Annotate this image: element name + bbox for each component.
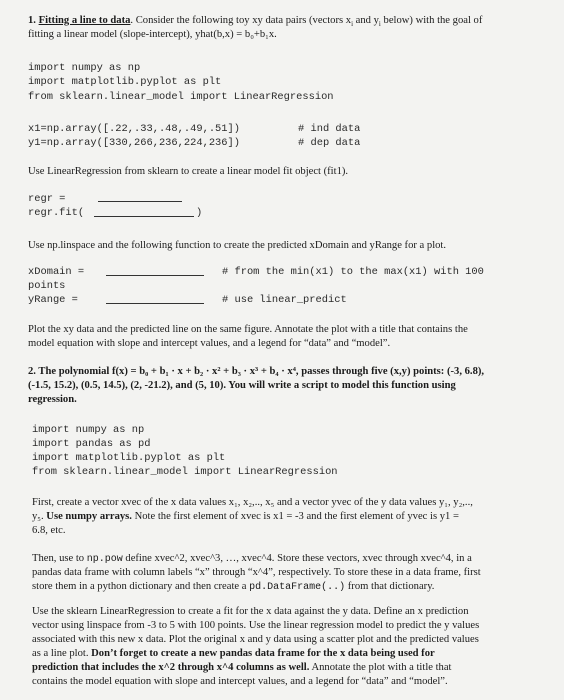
q1-regr-fit-close: ) bbox=[196, 207, 203, 219]
q2-then-line3 bbox=[32, 581, 434, 594]
q1-points-label: points bbox=[28, 280, 66, 292]
q2-line3: regression. bbox=[28, 394, 77, 405]
q2-first-line2-c: Note the first element of xvec is x1 = -3 and the first element of yvec is y1 = bbox=[131, 511, 459, 522]
q1-xdomain-label: xDomain = bbox=[28, 266, 85, 278]
q2-use-numpy-arrays: Use numpy arrays. bbox=[46, 511, 132, 522]
q2-then-line3-a: store them in a python dictionary and then create a bbox=[32, 581, 250, 592]
q2-line2: (-1.5, 15.2), (0.5, 14.5), (2, -21.2), and (5, 10). You will write a script to model this function using bbox=[28, 380, 456, 391]
q1-intro-line2: fitting a linear model (slope-intercept), yhat(b,x) = b₀+b₁x. bbox=[28, 29, 277, 40]
q2-then-line1 bbox=[32, 553, 472, 566]
q1-code-x1-comment: # ind data bbox=[298, 123, 361, 135]
q2-first-line2-a: y₅. bbox=[32, 511, 47, 522]
q2-code-import-matplotlib: import matplotlib.pyplot as plt bbox=[32, 452, 226, 464]
q1-intro-line1: 1. Fitting a line to data. Consider the following toy xy data pairs (vectors $x_i$ and $y_i$ below) with the goal of bbox=[28, 15, 483, 29]
q2-first-line3: 6.8, etc. bbox=[32, 525, 66, 536]
q1-number: 1. bbox=[28, 15, 39, 26]
q1-code-y1: y1=np.array([330,266,236,224,236]) bbox=[28, 137, 241, 149]
q2-np-pow-code: np.pow bbox=[86, 554, 123, 565]
q2-use-line1: Use the sklearn LinearRegression to create a fit for the x data against the y data. Define an x prediction bbox=[32, 606, 469, 617]
regr-answer-blank[interactable] bbox=[98, 201, 182, 202]
q2-first-line1: First, create a vector xvec of the x data values x₁, x₂,.., x₅ and a vector yvec of the y data values y₁, y₂,.., bbox=[32, 497, 473, 508]
q2-use-line4 bbox=[32, 648, 435, 660]
q1-yrange-comment: # use linear_predict bbox=[222, 294, 347, 306]
q2-use-line4-a: as a line plot. bbox=[32, 648, 92, 659]
q2-use-line4-bold: Don’t forget to create a new pandas data frame for the x data being used for bbox=[91, 648, 435, 659]
q1-plot-line2: model equation with slope and intercept values, and a legend for “data” and “model”. bbox=[28, 338, 391, 349]
q2-then-line1-a: Then, use to bbox=[32, 553, 87, 564]
q2-code-import-sklearn: from sklearn.linear_model import LinearRegression bbox=[32, 466, 338, 478]
q2-use-line6: contains the model equation with slope and intercept values, and a legend for “data” and “model”. bbox=[32, 676, 448, 687]
q1-code-import-sklearn: from sklearn.linear_model import LinearRegression bbox=[28, 91, 334, 103]
q1-intro-text-c: below) with the goal of bbox=[380, 15, 483, 26]
q2-use-line5 bbox=[32, 662, 452, 674]
q1-intro-text-b: and y bbox=[353, 15, 379, 26]
q1-code-y1-comment: # dep data bbox=[298, 137, 361, 149]
regr-fit-args-blank[interactable] bbox=[94, 216, 194, 217]
q2-use-line5-b: Annotate the plot with a title that bbox=[309, 662, 452, 673]
q1-code-x1: x1=np.array([.22,.33,.48,.49,.51]) bbox=[28, 123, 241, 135]
q2-code-import-numpy: import numpy as np bbox=[32, 424, 145, 436]
yrange-answer-blank[interactable] bbox=[106, 303, 204, 304]
q2-first-line2 bbox=[32, 511, 459, 523]
q1-plot-line1: Plot the xy data and the predicted line on the same figure. Annotate the plot with a title that contains the bbox=[28, 324, 468, 335]
q2-line1: 2. The polynomial f(x) = b₀ + b₁ · x + b₂ · x² + b₃ · x³ + b₄ · x⁴, passes through five (x,y) points: (-3, 6.8), bbox=[28, 366, 485, 377]
q2-use-line2: vector using linspace from -3 to 5 with 100 points. Use the linear regression model to predict the y values bbox=[32, 620, 480, 631]
q2-dataframe-code: pd.DataFrame(..) bbox=[249, 582, 346, 593]
q2-use-line3: associated with this new x data. Plot the original x and y data using a scatter plot and the predicted values bbox=[32, 634, 479, 645]
q2-use-line5-bold: prediction that includes the x^2 through x^4 columns as well. bbox=[32, 662, 310, 673]
q1-regr-fit-open: regr.fit( bbox=[28, 207, 85, 219]
xdomain-answer-blank[interactable] bbox=[106, 275, 204, 276]
q1-use-linspace: Use np.linspace and the following function to create the predicted xDomain and yRange for a plot. bbox=[28, 240, 447, 251]
q1-title: Fitting a line to data bbox=[38, 15, 131, 26]
q1-intro-text-a: . Consider the following toy xy data pairs (vectors x bbox=[130, 15, 352, 26]
q1-regr-label: regr = bbox=[28, 193, 66, 205]
q2-code-import-pandas: import pandas as pd bbox=[32, 438, 151, 450]
q1-use-linear-regression: Use LinearRegression from sklearn to create a linear model fit object (fit1). bbox=[28, 166, 349, 177]
q1-xdomain-comment: # from the min(x1) to the max(x1) with 100 bbox=[222, 266, 484, 278]
q1-code-import-matplotlib: import matplotlib.pyplot as plt bbox=[28, 76, 222, 88]
q2-then-line2: pandas data frame with column labels “x” through “x^4”, respectively. To store these in a data frame, first bbox=[32, 567, 481, 578]
q2-then-line3-b: from that dictionary. bbox=[345, 581, 435, 592]
q1-code-import-numpy: import numpy as np bbox=[28, 62, 141, 74]
q1-yrange-label: yRange = bbox=[28, 294, 78, 306]
q2-then-line1-b: define xvec^2, xvec^3, …, xvec^4. Store these vectors, xvec through xvec^4, in a bbox=[122, 553, 472, 564]
